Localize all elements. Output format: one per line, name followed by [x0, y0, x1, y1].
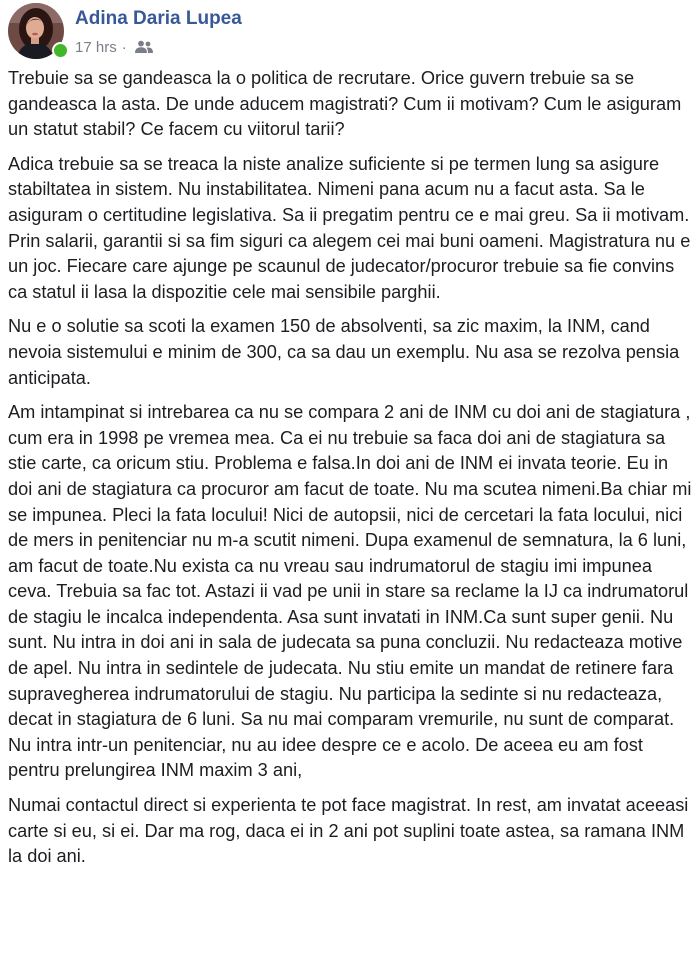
- post-paragraph: Adica trebuie sa se treaca la niste analize suficiente si pe termen lung sa asigure stabiltatea in sistem. Nu instabilitatea. Nimeni pana acum nu a facut asta. Sa le asiguram o certitudine legislativa. Sa ii pregatim pentru ce e mai greu. Sa ii motivam. Prin salarii, garantii si sa fim siguri ca alegem cei mai buni oameni. Magistratura nu e un joc. Fiecare care ajunge pe scaunul de judecator/procuror trebuie sa fie convins ca statul ii lasa la dispozitie cele mai sensibile parghii.: [8, 153, 691, 302]
- post-paragraph: Trebuie sa se gandeasca la o politica de recrutare. Orice guvern trebuie sa se gandeasca la asta. De unde aducem magistrati? Cum ii motivam? Cum le asiguram un statut stabil? Ce facem cu viitorul tarii?: [8, 68, 682, 140]
- post-timestamp[interactable]: 17 hrs: [75, 38, 117, 56]
- online-status-indicator: [52, 42, 69, 59]
- post-header: [8, 3, 688, 61]
- post-paragraph: Am intampinat si intrebarea ca nu se compara 2 ani de INM cu doi ani de stagiatura , cum era in 1998 pe vremea mea. Ca ei nu trebuie sa faca doi ani de stagiatura sa stie carte, ca oricum stiu. Problema e falsa.In doi ani de INM ei invata teorie. Eu in doi ani de stagiatura ca procuror am facut de toate. Nu ma scutea nimeni.Ba chiar mi se impunea. Pleci la fata locului! Nici de autopsii, nici de cercetari la fata locului, nici de mers in penitenciar nu m-a scutit nimeni. Dupa examenul de semnatura, la 6 luni, am facut de toate.Nu exista ca nu vreau sau indrumatorul de stagiu imi impunea ceva. Trebuia sa fac tot. Astazi ii vad pe unii in stare sa reclame la IJ ca indrumatorul de stagiu le incalca independenta. Asa sunt invatati in INM.Ca sunt super genii. Nu sunt. Nu intra in doi ani in sala de judecata sa puna concluzii. Nu redacteaza motive de apel. Nu intra in sedintele de judecata. Nu stiu emite un mandat de retinere fara supravegherea indrumatorului de stagiu. Nu participa la sedinte si nu redacteaza, decat in stagiatura de 6 luni. Sa nu mai comparam vremurile, nu sunt de comparat. Nu intra intr-un penitenciar, nu au idee despre ce e acolo. De aceea eu am fost pentru prelungirea INM maxim 3 ani,: [8, 402, 692, 781]
- post-paragraph: Nu e o solutie sa scoti la examen 150 de absolventi, sa zic maxim, la INM, cand nevoia sistemului e minim de 300, ca sa dau un exemplu. Nu asa se rezolva pensia anticipata.: [8, 316, 680, 388]
- post-text: [8, 66, 692, 879]
- meta-separator: ·: [121, 38, 127, 56]
- post-meta: [75, 37, 154, 57]
- post-paragraph: Numai contactul direct si experienta te pot face magistrat. In rest, am invatat aceeasi carte si eu, si ei. Dar ma rog, daca ei in 2 ani pot suplini toate astea, sa ramana INM la doi ani.: [8, 795, 689, 867]
- author-avatar-container[interactable]: [8, 3, 64, 59]
- friends-icon[interactable]: [134, 40, 154, 54]
- author-name-link[interactable]: Adina Daria Lupea: [75, 8, 242, 29]
